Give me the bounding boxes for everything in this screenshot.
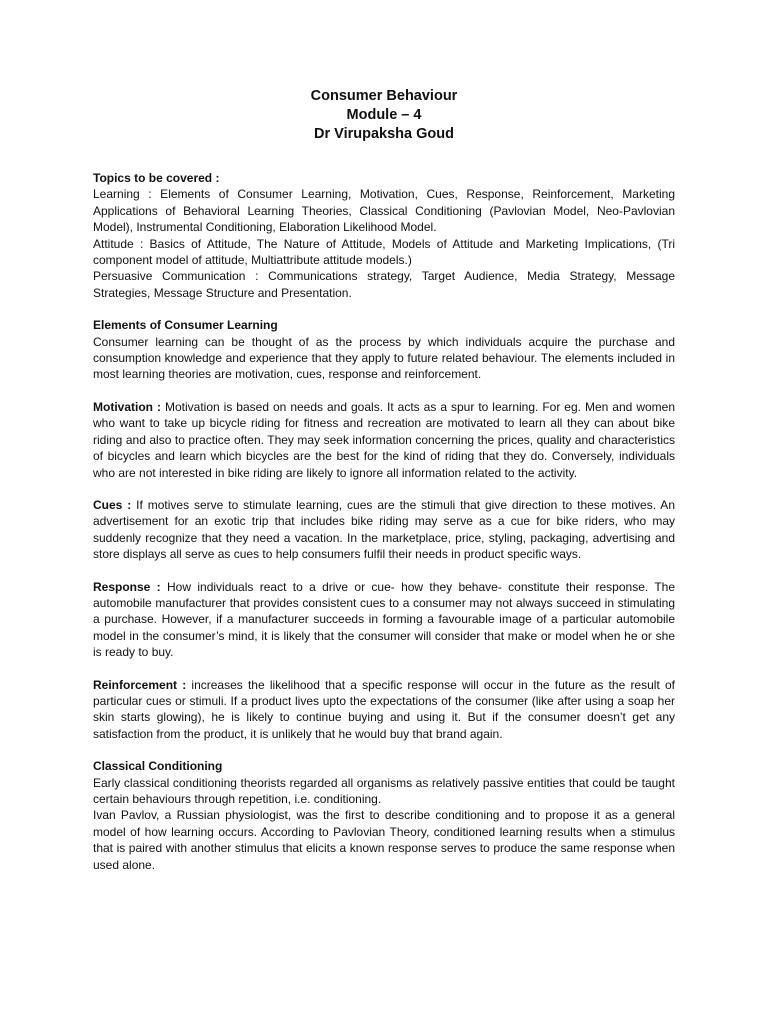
cues-paragraph [93, 497, 675, 563]
course-title: Consumer Behaviour [310, 88, 458, 104]
topics-learning: Learning : Elements of Consumer Learning, Motivation, Cues, Response, Reinforcement, Marketing Applications of Behavioral Learning Theories, Classical Conditioning (Pavlovian Model, Neo-Pavlovian Model), Instrumental Conditioning, Elaboration Likelihood Model. [93, 187, 675, 235]
elements-paragraph: Consumer learning can be thought of as the process by which individuals acquire the purchase and consumption knowledge and experience that they apply to future related behaviour. The elements included in most learning theories are motivation, cues, response and reinforcement. [93, 334, 675, 382]
document-body [93, 170, 675, 873]
response-label: Response : [93, 579, 161, 594]
reinforcement-text: increases the likelihood that a specific response will occur in the future as the result of particular cues or stimuli. If a product lives upto the expectations of the consumer (like after using a soap her skin starts glowing), he is likely to continue buying and using it. But if the consumer doesn’t get any satisfaction from the product, it is unlikely that he would buy that brand again. [93, 677, 675, 741]
module-title: Module – 4 [346, 107, 422, 123]
topics-persuasive: Persuasive Communication : Communications strategy, Target Audience, Media Strategy, Message Strategies, Message Structure and Presentation. [93, 269, 675, 300]
response-paragraph [93, 579, 675, 661]
cues-text: If motives serve to stimulate learning, cues are the stimuli that give direction to these motives. An advertisement for an exotic trip that includes bike riding may serve as a cue for bike riders, who may suddenly recognize that they need a vacation. In the marketplace, price, styling, packaging, advertising and store displays all serve as cues to help consumers fulfil their needs in product specific ways. [93, 497, 675, 562]
reinforcement-paragraph [93, 677, 675, 743]
motivation-label: Motivation : [93, 399, 161, 414]
reinforcement-label: Reinforcement : [93, 677, 187, 692]
topics-attitude: Attitude : Basics of Attitude, The Nature of Attitude, Models of Attitude and Marketing Implications, (Tri component model of attitude, Multiattribute attitude models.) [93, 236, 675, 268]
author-name: Dr Virupaksha Goud [314, 126, 454, 142]
cues-label: Cues : [93, 497, 132, 512]
motivation-paragraph [93, 399, 675, 481]
topics-heading: Topics to be covered : [93, 171, 220, 185]
document-title-block [0, 87, 768, 144]
motivation-text: Motivation is based on needs and goals. It acts as a spur to learning. For eg. Men and women who want to take up bicycle riding for fitness and recreation are motivated to learn all they can about bike riding and also to practice often. They may seek information concerning the prices, quality and characteristics of bicycles and learn which bicycles are the best for the kind of riding that they do. Conversely, individuals who are not interested in bike riding are likely to ignore all information related to the activity. [93, 399, 675, 480]
elements-heading: Elements of Consumer Learning [93, 318, 278, 333]
response-text: How individuals react to a drive or cue- how they behave- constitute their response. The automobile manufacturer that provides consistent cues to a consumer may not always succeed in stimulating a purchase. However, if a manufacturer succeeds in forming a favourable image of a particular automobile model in the consumer’s mind, it is likely that the consumer will consider that make or model when he or she is ready to buy. [93, 579, 676, 660]
classical-paragraph-2: Ivan Pavlov, a Russian physiologist, was the first to describe conditioning and to propose it as a general model of how learning occurs. According to Pavlovian Theory, conditioned learning results when a stimulus that is paired with another stimulus that elicits a known response serves to produce the same response when used alone. [93, 808, 675, 872]
classical-heading: Classical Conditioning [93, 759, 223, 774]
classical-paragraph-1: Early classical conditioning theorists regarded all organisms as relatively passive entities that could be taught certain behaviours through repetition, i.e. conditioning. [93, 775, 675, 806]
